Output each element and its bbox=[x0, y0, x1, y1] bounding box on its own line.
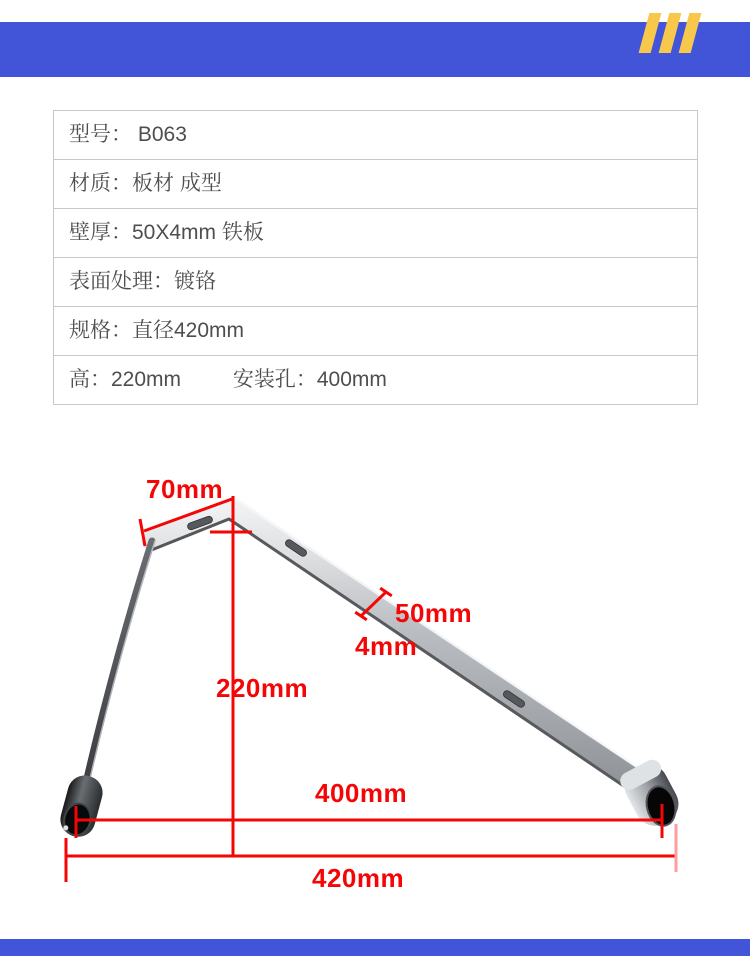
spec-text: 材质：板材 成型 bbox=[69, 172, 222, 195]
bracket-left-foot bbox=[57, 772, 107, 841]
spec-text: 表面处理：镀铬 bbox=[69, 270, 216, 293]
dim-label-mounting-hole-span: 400mm bbox=[315, 778, 408, 808]
bracket-left-leg bbox=[86, 541, 155, 783]
spec-text: 高：220mm bbox=[69, 368, 182, 391]
spec-text: 壁厚：50X4mm 铁板 bbox=[69, 221, 264, 244]
dim-label-overall-width: 420mm bbox=[312, 863, 405, 893]
dim-label-top-width: 70mm bbox=[146, 474, 224, 504]
dim-line-400mm bbox=[76, 804, 662, 838]
dim-label-thickness: 4mm bbox=[355, 631, 418, 661]
dimension-lines bbox=[66, 496, 676, 882]
dim-label-height: 220mm bbox=[216, 673, 309, 703]
spec-text: 安装孔：400mm bbox=[232, 368, 387, 391]
spec-text: 型号： B063 bbox=[69, 123, 187, 146]
dim-label-strip-width: 50mm bbox=[395, 598, 473, 628]
footer-blue-bar bbox=[0, 939, 750, 956]
spec-text: 规格：直径420mm bbox=[69, 319, 245, 342]
